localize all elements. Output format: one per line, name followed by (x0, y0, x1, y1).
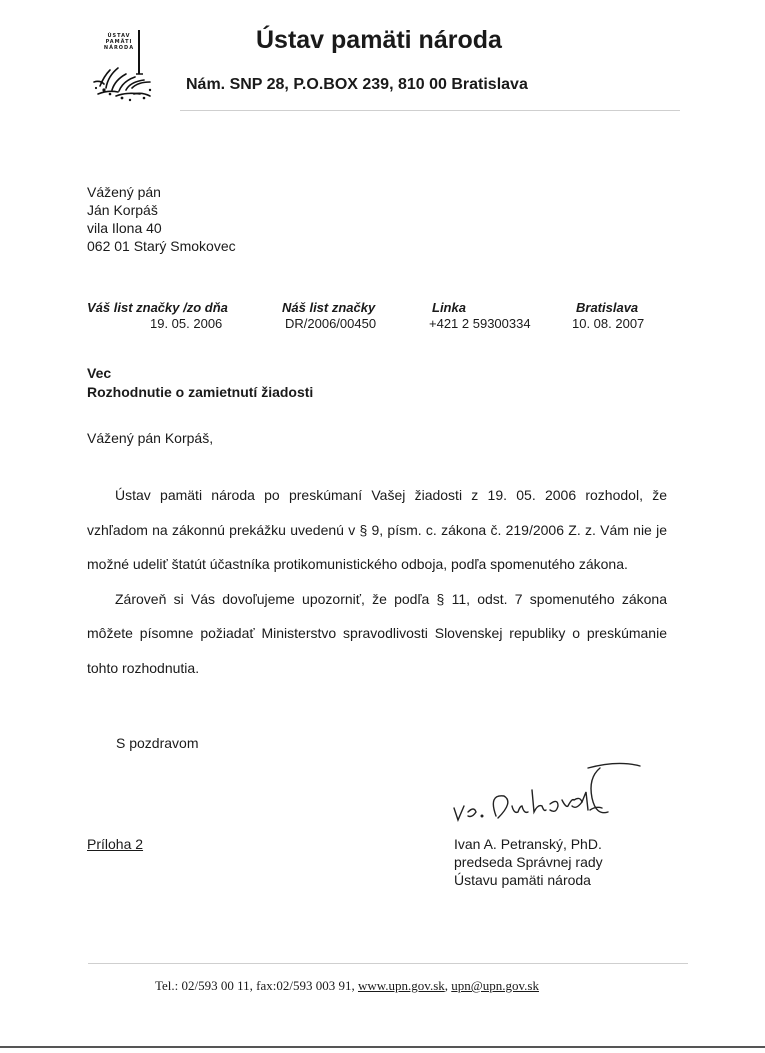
footer-separator: , (444, 978, 452, 993)
reference-label: Linka (432, 300, 466, 315)
recipient-line: Ján Korpáš (87, 202, 158, 218)
recipient-line: 062 01 Starý Smokovec (87, 238, 236, 254)
organization-address: Nám. SNP 28, P.O.BOX 239, 810 00 Bratislava (186, 76, 528, 93)
closing-greeting: S pozdravom (116, 735, 199, 751)
body-paragraph: Zároveň si Vás dovoľujeme upozorniť, že podľa § 11, odst. 7 spomenutého zákona môžete písomne požiadať Ministerstvo spravodlivosti Slovenskej republiky o preskúmanie tohto rozhodnutia. (87, 590, 667, 676)
signer-block (454, 835, 603, 889)
organization-name: Ústav pamäti národa (256, 26, 502, 54)
reference-label: Váš list značky /zo dňa (87, 300, 228, 315)
footer-contact (155, 978, 539, 994)
logo-text-line: NÁRODA (103, 45, 135, 51)
handwritten-signature (450, 760, 650, 832)
reference-place-date (572, 300, 645, 332)
reference-value: 10. 08. 2007 (572, 316, 645, 331)
subject-text: Rozhodnutie o zamietnutí žiadosti (87, 384, 314, 400)
signer-organization: Ústavu pamäti národa (454, 872, 591, 888)
header-divider (180, 110, 680, 111)
footer-phone-fax: Tel.: 02/593 00 11, fax:02/593 003 91, (155, 978, 358, 993)
email-link[interactable]: upn@upn.gov.sk (451, 978, 539, 993)
reference-your-letter (87, 300, 228, 332)
reference-value: 19. 05. 2006 (150, 316, 223, 331)
letter-body (87, 478, 667, 685)
scan-edge-line (0, 1046, 765, 1048)
subject-label: Vec (87, 365, 112, 381)
reference-our-letter (282, 300, 376, 332)
reference-label: Bratislava (576, 300, 639, 315)
body-paragraph: Ústav pamäti národa po preskúmaní Vašej žiadosti z 19. 05. 2006 rozhodol, že vzhľadom na zákonnú prekážku uvedenú v § 9, písm. c. zákona č. 219/2006 Z. z. Vám nie je možné udeliť štatút účastníka protikomunistického odboja, podľa spomenutého zákona. (87, 487, 667, 572)
logo-text-line: PAMÄTI (105, 39, 133, 45)
reference-value: +421 2 59300334 (429, 316, 531, 331)
institution-logo (86, 28, 162, 104)
recipient-line: Vážený pán (87, 184, 161, 200)
website-link[interactable]: www.upn.gov.sk (357, 978, 445, 993)
signer-name: Ivan A. Petranský, PhD. (454, 836, 602, 852)
salutation: Vážený pán Korpáš, (87, 430, 214, 446)
subject-block (87, 364, 313, 402)
reference-phone (429, 300, 531, 332)
signer-title: predseda Správnej rady (454, 854, 603, 870)
logo-text-line: ÚSTAV (107, 33, 131, 39)
recipient-line: vila Ilona 40 (87, 220, 162, 236)
reference-label: Náš list značky (282, 300, 376, 315)
footer-divider (88, 963, 688, 964)
recipient-address (87, 183, 236, 255)
attachment-note: Príloha 2 (87, 836, 144, 852)
logo-flame-icon (86, 28, 162, 104)
reference-value: DR/2006/00450 (285, 316, 377, 331)
